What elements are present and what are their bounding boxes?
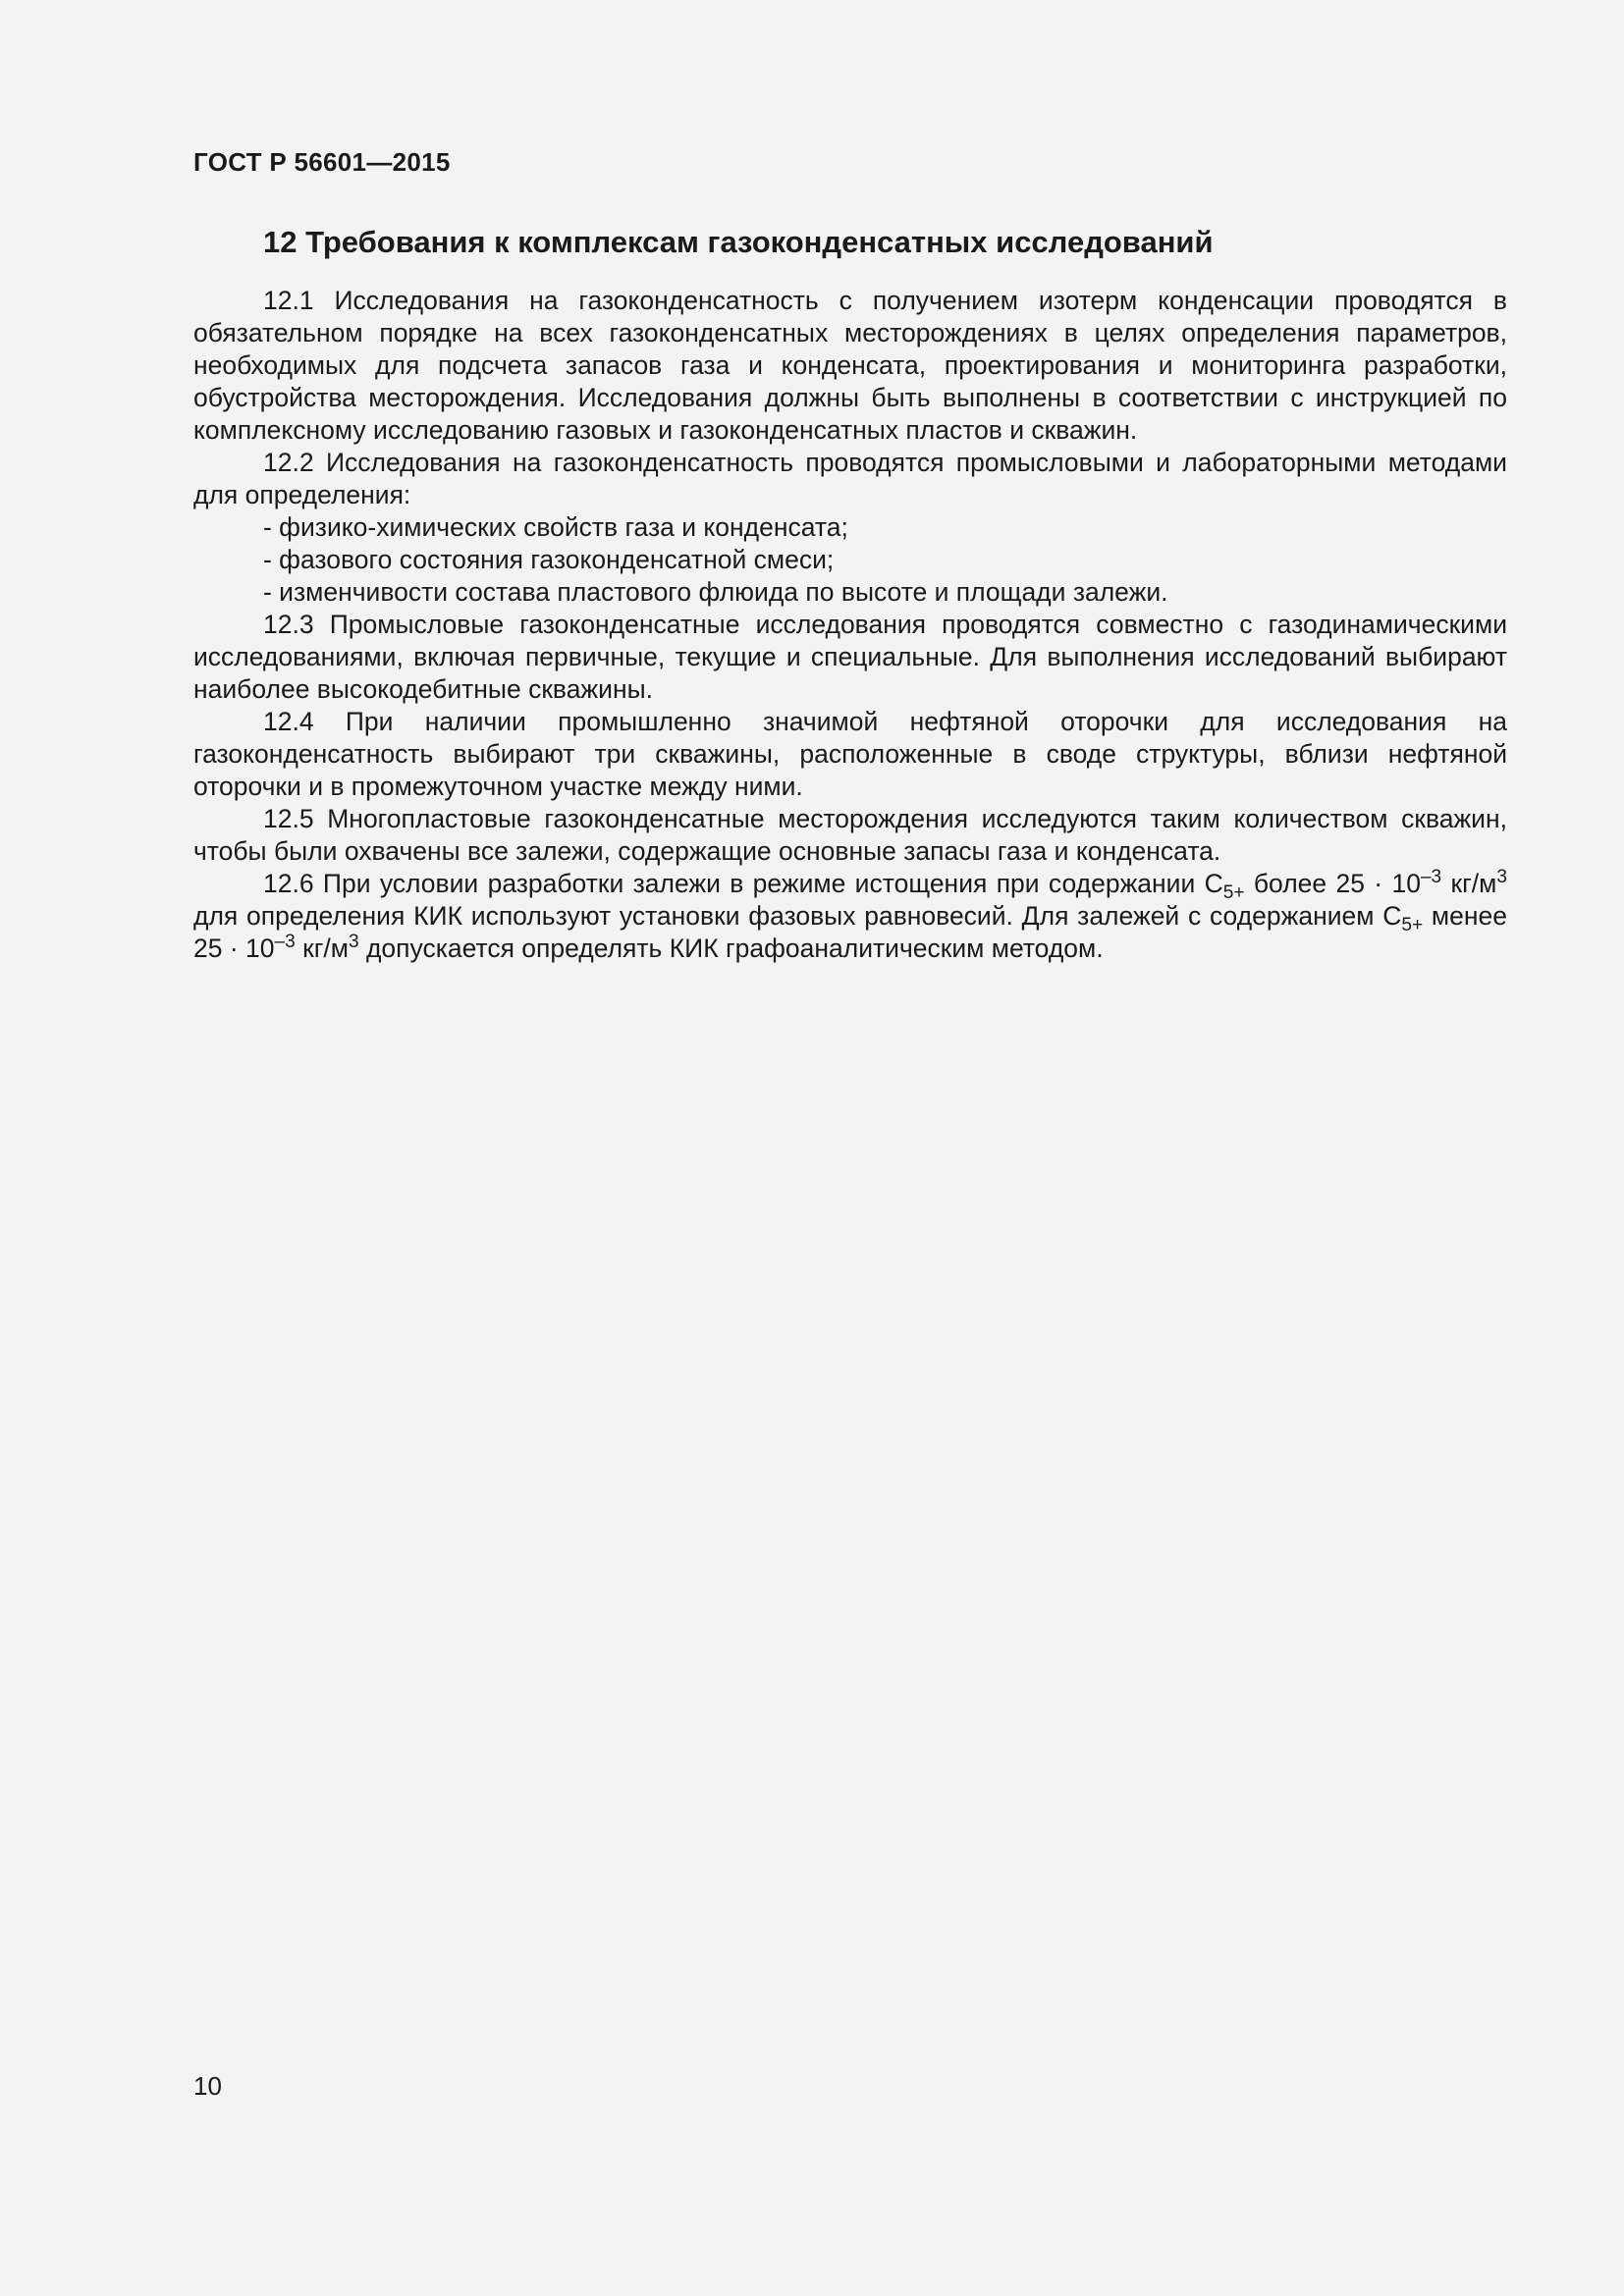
paragraph-12-3: 12.3 Промысловые газоконденсатные исследования проводятся совместно с газодинамическими исследованиями, включая первичные, текущие и специальные. Для выполнения исследований выбирают наиболее высокодебитные скважины. [193, 610, 1507, 704]
paragraph-12-2: 12.2 Исследования на газоконденсатность проводятся промысловыми и лабораторными методами для определения: [193, 448, 1507, 509]
text-run: допускается определять КИК графоаналитическим методом. [358, 934, 1104, 963]
superscript: 3 [348, 931, 359, 952]
paragraph-12-5: 12.5 Многопластовые газоконденсатные месторождения исследуются таким количеством скважин, чтобы были охвачены все залежи, содержащие основные запасы газа и конденсата. [193, 804, 1507, 866]
superscript: –3 [1420, 866, 1442, 887]
text-run: кг/м [1441, 869, 1497, 898]
subscript: 5+ [1222, 881, 1245, 903]
document-header: ГОСТ Р 56601—2015 [193, 147, 451, 177]
paragraph-12-6 [193, 868, 1507, 965]
superscript: 3 [1496, 866, 1507, 887]
list-item: - фазового состояния газоконденсатной смеси; [263, 545, 835, 574]
text-run: более 25 · 10 [1244, 869, 1421, 898]
paragraph-12-1: 12.1 Исследования на газоконденсатность с получением изотерм конденсации проводятся в обязательном порядке на всех газоконденсатных месторождениях в целях определения параметров, необходимых для подсчета запасов газа и конденсата, проектирования и мониторинга разработки, обустройства месторождения. Исследования должны быть выполнены в соответствии с инструкцией по комплексному исследованию газовых и газоконденсатных пластов и скважин. [193, 286, 1507, 445]
list-item: - физико-химических свойств газа и конденсата; [263, 512, 848, 542]
text-run: 12.6 При условии разработки залежи в режиме истощения при содержании C [263, 869, 1223, 898]
superscript: –3 [274, 931, 296, 952]
text-run: для определения КИК используют установки фазовых равновесий. Для залежей с содержанием C [193, 901, 1402, 931]
text-run: кг/м [295, 934, 349, 963]
list-item: - изменчивости состава пластового флюида по высоте и площади залежи. [263, 577, 1168, 607]
document-body [193, 285, 1507, 965]
paragraph-12-4: 12.4 При наличии промышленно значимой нефтяной оторочки для исследования на газоконденсатность выбирают три скважины, расположенные в своде структуры, вблизи нефтяной оторочки и в промежуточном участке между ними. [193, 707, 1507, 801]
page-number: 10 [193, 2071, 222, 2101]
section-title: 12 Требования к комплексам газоконденсатных исследований [263, 225, 1214, 259]
text-run: менее 25 · 10 [193, 901, 1507, 963]
subscript: 5+ [1401, 914, 1424, 935]
